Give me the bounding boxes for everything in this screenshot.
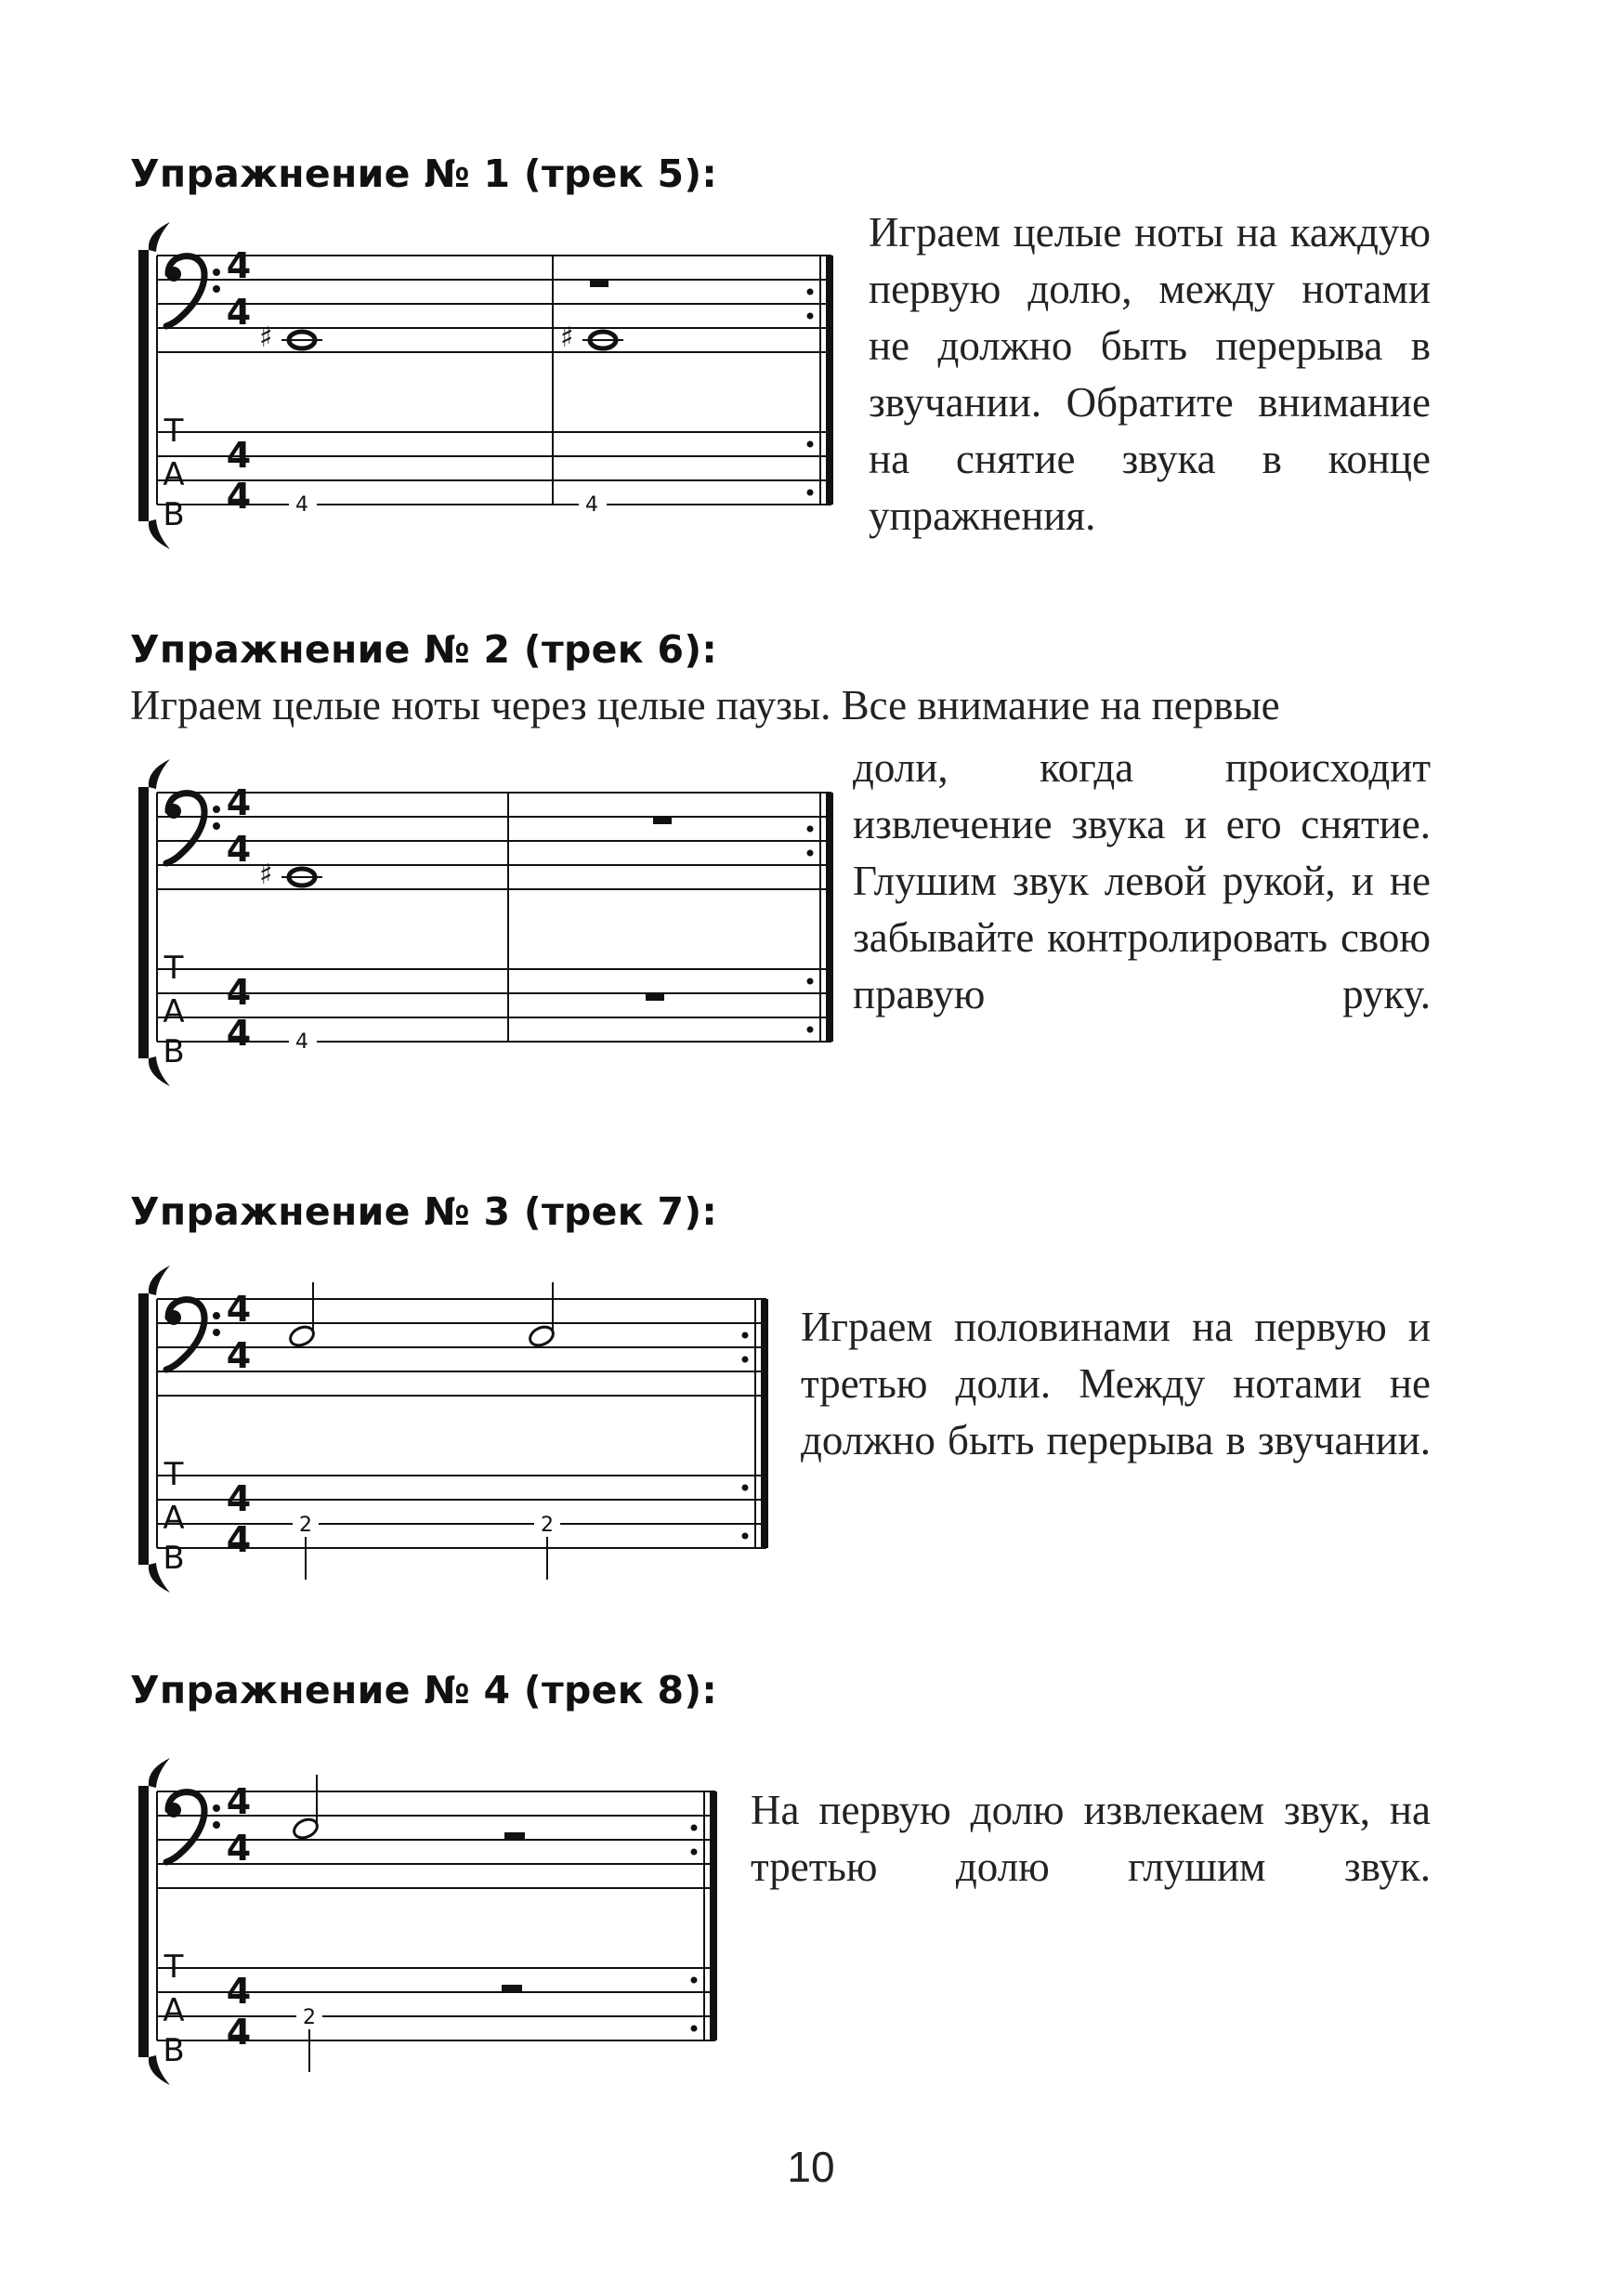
- staff-lines: [157, 256, 831, 352]
- tab-time-signature: [227, 972, 251, 1054]
- whole-note: [560, 321, 623, 354]
- exercise-4-description: На первую долю извлекаем звук, на третью долю глушим звук.: [751, 1787, 1431, 1890]
- time-signature: [227, 1781, 251, 1869]
- svg-text:T: T: [164, 950, 184, 987]
- half-note: [291, 1775, 320, 1842]
- svg-text:4: 4: [226, 1781, 252, 1822]
- tab-fret-number: 4: [295, 1030, 308, 1054]
- exercise-3-heading: Упражнение № 3 (трек 7):: [130, 1189, 718, 1234]
- exercise-3-score: [125, 1262, 794, 1596]
- exercise-3-description: Играем половинами на первую и третью доли. Между нотами не должно быть перерыва в звучании.: [801, 1304, 1431, 1463]
- time-signature: [227, 1289, 251, 1376]
- exercise-1-description: Играем целые ноты на каждую первую долю, между нотами не должно быть перерыва в звучании. Обратите внимание на снятие звука в конце упражнения.: [869, 209, 1431, 539]
- svg-text:4: 4: [226, 245, 252, 286]
- svg-text:4: 4: [226, 972, 252, 1013]
- tab-clef-letters: [163, 413, 184, 533]
- tab-fret-number: 2: [299, 1514, 312, 1537]
- tab-fret-number: 4: [585, 493, 598, 517]
- svg-text:T: T: [164, 1456, 184, 1493]
- final-repeat-barline: [807, 256, 834, 505]
- svg-text:A: A: [163, 1500, 185, 1537]
- whole-note: [259, 321, 322, 354]
- tab-whole-rest: [646, 993, 664, 1001]
- page-number: 10: [787, 2143, 835, 2191]
- svg-text:4: 4: [226, 1289, 252, 1330]
- tab-time-signature: [227, 435, 251, 517]
- time-signature: [227, 245, 251, 333]
- exercise-1-heading: Упражнение № 1 (трек 5):: [130, 151, 718, 196]
- svg-text:T: T: [164, 1948, 184, 1986]
- svg-text:A: A: [163, 456, 185, 493]
- tab-time-signature: [227, 1971, 251, 2053]
- exercise-2-heading: Упражнение № 2 (трек 6):: [130, 627, 718, 672]
- tab-time-signature: [227, 1478, 251, 1560]
- bass-clef-icon: [166, 256, 220, 326]
- svg-text:4: 4: [226, 829, 252, 870]
- tab-fret-number: 4: [295, 493, 308, 517]
- svg-text:4: 4: [226, 1519, 252, 1560]
- whole-note: [259, 859, 322, 891]
- exercise-1-score: [125, 218, 850, 553]
- svg-text:4: 4: [226, 292, 252, 333]
- whole-rest: [590, 280, 608, 287]
- exercise-4-heading: Упражнение № 4 (трек 8):: [130, 1668, 718, 1712]
- svg-text:4: 4: [226, 1828, 252, 1869]
- final-repeat-barline: [691, 1791, 718, 2040]
- svg-text:4: 4: [226, 1971, 252, 2012]
- exercise-4-score: [125, 1754, 720, 2089]
- tab-clef-letters: [163, 950, 184, 1070]
- bass-clef-icon: [166, 794, 220, 863]
- svg-text:B: B: [163, 496, 185, 533]
- svg-text:B: B: [163, 1540, 185, 1577]
- svg-text:4: 4: [226, 1013, 252, 1054]
- svg-text:♯: ♯: [560, 321, 574, 354]
- tab-clef-letters: [163, 1948, 184, 2069]
- tab-clef-letters: [163, 1456, 184, 1577]
- svg-text:4: 4: [226, 435, 252, 476]
- svg-text:B: B: [163, 1033, 185, 1070]
- svg-text:T: T: [164, 413, 184, 450]
- exercise-2-description: доли, когда происходит извлечение звука и его снятие. Глушим звук левой рукой, и не забывайте контролировать свою правую руку.: [853, 744, 1431, 1017]
- tab-lines: [157, 969, 831, 1042]
- svg-text:B: B: [163, 2032, 185, 2069]
- final-repeat-barline: [742, 1299, 769, 1548]
- bass-clef-icon: [166, 1792, 220, 1862]
- bass-clef-icon: [166, 1300, 220, 1370]
- half-note: [287, 1282, 316, 1349]
- svg-text:4: 4: [226, 1335, 252, 1376]
- svg-text:4: 4: [226, 476, 252, 517]
- svg-text:4: 4: [226, 1478, 252, 1519]
- tab-lines: [157, 432, 831, 505]
- tab-fret-number: 2: [541, 1514, 554, 1537]
- half-note: [527, 1282, 556, 1349]
- half-rest: [504, 1832, 525, 1840]
- exercise-2-score: [125, 755, 850, 1090]
- staff-lines: [157, 793, 831, 889]
- svg-text:A: A: [163, 993, 185, 1030]
- time-signature: [227, 782, 251, 870]
- svg-text:4: 4: [226, 782, 252, 823]
- svg-text:♯: ♯: [259, 321, 273, 354]
- tab-fret-number: 2: [303, 2006, 316, 2029]
- svg-text:4: 4: [226, 2012, 252, 2053]
- svg-text:A: A: [163, 1992, 185, 2029]
- final-repeat-barline: [807, 793, 834, 1042]
- tab-half-rest: [502, 1985, 522, 1992]
- exercise-2-description-first-line: Играем целые ноты через целые паузы. Все внимание на первые: [130, 682, 1280, 728]
- whole-rest: [653, 817, 672, 824]
- svg-text:♯: ♯: [259, 859, 273, 891]
